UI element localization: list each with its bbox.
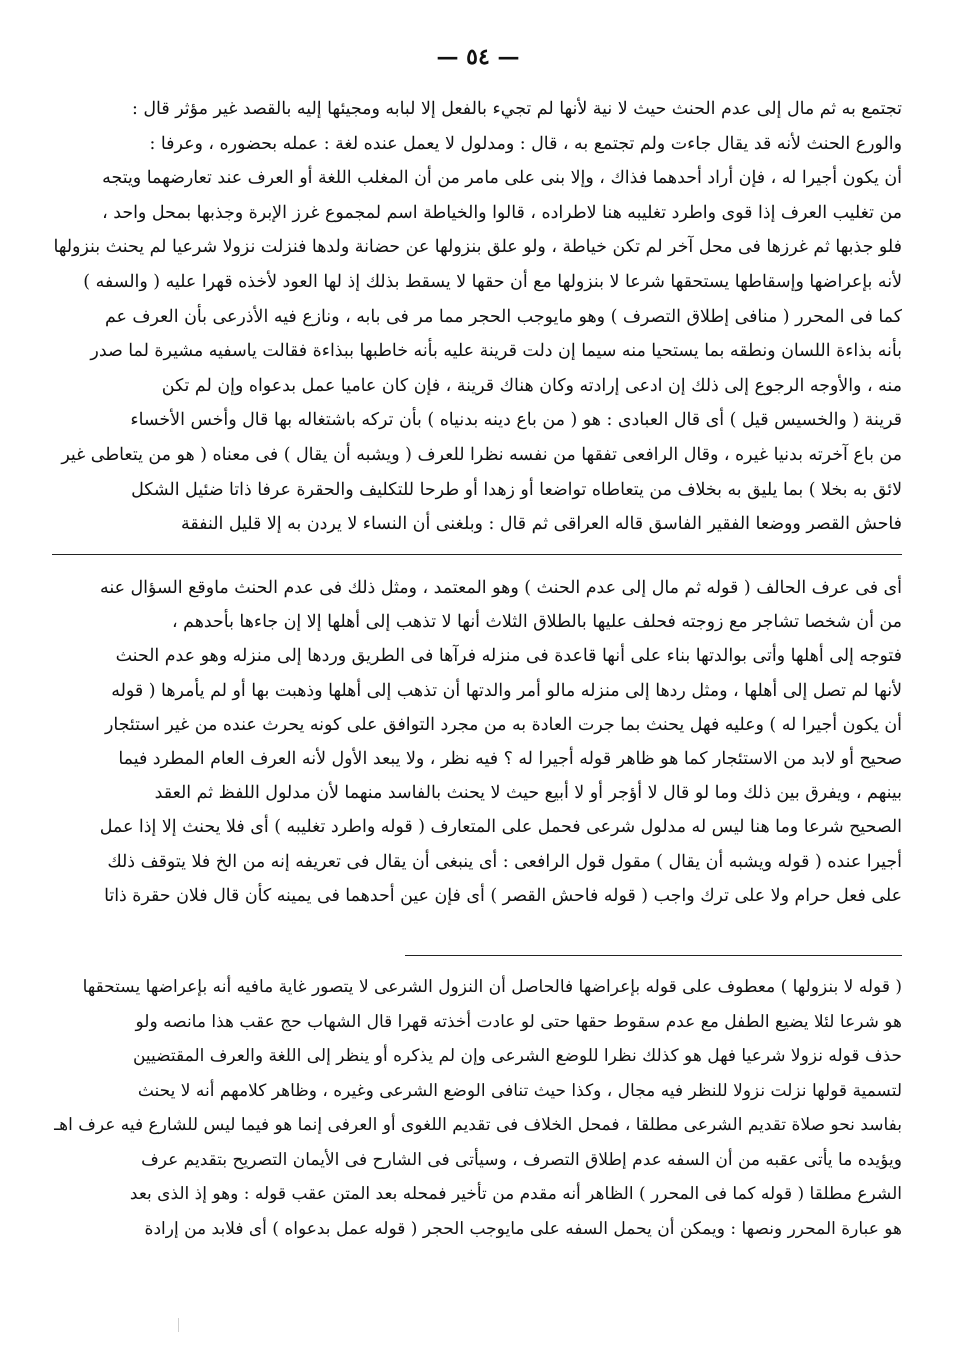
text-line: من تغليب العرف إذا قوى واطرد تغليبه هنا لاطراده ، قالوا والخياطة اسم لمجموع غرز الإبرة وجذبها بمحل واحد ، <box>102 202 902 223</box>
text-line: هو شرعا لئلا يضيع الطفل مع عدم سقوط حقها حتى لو عادت أخذته قهرا قال الشهاب حج عقب هذا مانصه ولو <box>135 1011 902 1032</box>
text-line: فتوجه إلى أهلها وأتى بوالدتها بناء على أنها قاعدة فى منزله فرآها فى الطريق وردها إلى منزله وهو عدم الحنث <box>115 646 902 667</box>
text-line: من أن شخصا تشاجر مع زوجته فحلف عليها بالطلاق الثلاث أنها لا تذهب إلى أهلها إلا إن جاءها بأحدهم ، <box>172 612 902 633</box>
main-text <box>52 92 902 542</box>
text-line: لائق به بخلا ) بما يليق به بخلاف من يتعاطاه تواضعا أو زهدا أو طرحا للتكليف والحقرة عرفا ذاتا ضئيل الشكل <box>131 479 902 500</box>
text-line: على فعل حرام ولا على ترك واجب ( قوله فاحش القصر ) أى فإن عين أحدهما فى يمينه كأن قال فلان حقرة ذاتا <box>104 885 902 906</box>
text-line: الشرع مطلقا ( قوله كما فى المحرر ) الظاهر أنه مقدم من تأخير فمحله بعد المتن عقب قوله : وهو إذ الذى بعد <box>129 1184 902 1204</box>
page-number: — ٥٤ — <box>436 44 520 70</box>
commentary-first <box>52 571 902 913</box>
text-line: الصحيح شرعا وما هنا ليس له مدلول شرعى فحمل على المتعارف ( قوله واطرد تغليبه ) أى فلا يحنث إلا إذا عمل <box>99 817 902 838</box>
text-line: بأنه بذاءة اللسان ونطقه بما يستحيا منه سيما إن دلت قرينة عليه بأنه خاطبها ببذاءة فقالت ياسفيه مشيرة لما صدر <box>90 341 902 362</box>
text-line: قرينة ( والخسيس قيل ) أى قال العبادى : هو ( من باع دينه بدنياه ) بأن تركه باشتغاله بها قال وأخس الأخساء <box>130 410 902 431</box>
text-line: أن يكون أجيرا له ، فإن أراد أحدهما فذاك ، وإلا بنى على مامر من أن المغلب اللغة أو العرف عند تعارضهما ويتجه <box>102 168 902 189</box>
text-line: تجتمع به ثم مال إلى عدم الحنث حيث لا نية لأنها لم تجيء بالفعل إلا لبابه ومجيئها إليه بالقصد غير مؤثر قال : <box>132 99 902 119</box>
text-line: فاحش القصر ووضعا الفقير الفاسق قاله العراقى ثم قال : وبلغنى أن النساء لا يردن به إلا قليل النفقة <box>181 514 902 535</box>
text-line: بينهم ، ويفرق بين ذلك وما لو قال لا أؤجر أو لا أبيع حيث لا يحنث بالفاسد منهما لأن مدلول اللفظ ثم العقد <box>154 783 902 804</box>
text-line: أجيرا عنده ( قوله ويشبه أن يقال ) مقول قول الرافعى : أى ينبغى أن يقال فى تعريفه إنه من الخ فلا يتوقف ذلك <box>107 851 902 872</box>
scan-mark <box>178 1318 179 1332</box>
text-line: لأنه بإعراضها وإسقاطها يستحقها شرعا لا بنزولها مع أن حقها لا يسقط بذلك إذ لها العود لأخذه قهرا عليه ( والسفه ) <box>83 271 902 292</box>
text-line: من باع آخرته بدنيا غيره ، وقال الرافعى تفقها من نفسه نظرا للعرف ( ويشبه أن يقال ) فى معناه ( هو من يتعاطى غير <box>61 444 902 465</box>
text-line: ( قوله لا بنزولها ) معطوف على قوله بإعراضها فالحاصل أن النزول الشرعى لا يتصور غاية مافيه أنه بإعراضها يستحقها <box>82 977 902 997</box>
text-line: والورع الحنث لأنه قد يقال جاءت ولم تجتمع به ، قال : ومدلول لا يعمل عنده لغة : عمله بحضوره ، وعرفا : <box>149 133 902 154</box>
text-line: حذف قوله نزولا شرعيا فهل هو كذلك نظرا للوضع الشرعى وإن لم يذكره أو ينظر إلى اللغة والعرف المقتضيين <box>132 1046 902 1066</box>
text-line: لتسمية قولها نزلت نزولا للنظر فيه مجال ، وكذا حيث تنافى الوضع الشرعى وغيره ، وظاهر كلامهم أنه لا يحنث <box>137 1080 902 1101</box>
text-line: بفاسد نحو صلاة تقديم الشرعى مطلقا ، فمحل الخلاف فى تقديم اللغوى أو العرفى إنما هو فيما ليس للشارع فيه عرف اهـ <box>54 1115 902 1135</box>
text-line: ويؤيده ما يأتى عقبه من أن السفه عدم إطلاق التصرف ، وسيأتى فى الشارح فى الأيمان التصريح بتقديم عرف <box>141 1149 902 1170</box>
section-divider <box>52 554 902 555</box>
text-line: أن يكون أجيرا له ) وعليه فهل يحنث بما جرت العادة به من مجرد التوافق على كونه يحرث عنده من غير استئجار <box>104 714 902 735</box>
text-line: منه ، والأوجه الرجوع إلى ذلك إن ادعى إرادته وكان هناك قرينة ، فإن كان عاميا عمل بدعواه وإن لم تكن <box>161 375 902 396</box>
text-line: صحيح أو لابد من الاستئجار كما هو ظاهر قوله أجيرا له ؟ فيه نظر ، ولا يبعد الأول لأنه العرف العام المطرد فيما <box>118 748 902 769</box>
text-line: أى فى عرف الحالف ( قوله ثم مال إلى عدم الحنث ) وهو المعتمد ، ومثل ذلك فى عدم الحنث ماوقع السؤال عنه <box>100 578 902 598</box>
text-line: كما فى المحرر ( منافى إطلاق التصرف ) وهو مايوجب الحجر مما مر فى بابه ، ونازع فيه الأذرعى بأن العرف عم <box>104 306 902 327</box>
text-line: لأنها لم تصل إلى أهلها ، ومثل ردها إلى منزله مالو أمر والدتها أن تذهب إلى أهلها وذهبت بها أو لم يأمرها ( قوله <box>111 680 902 701</box>
text-line: هو عبارة المحرر ونصها : ويمكن أن يحمل السفه على مايوجب الحجر ( قوله عمل بدعواه ) أى فلابد من إرادة <box>144 1218 902 1239</box>
commentary-second <box>52 970 902 1246</box>
text-line: فلو جذبها ثم غرزها فى محل آخر لم تكن خياطة ، ولو علق بنزولها عن حضانة ولدها فنزلت نزولا شرعيا لم يحنث بنزولها <box>53 237 902 258</box>
footnote-divider <box>405 955 902 956</box>
